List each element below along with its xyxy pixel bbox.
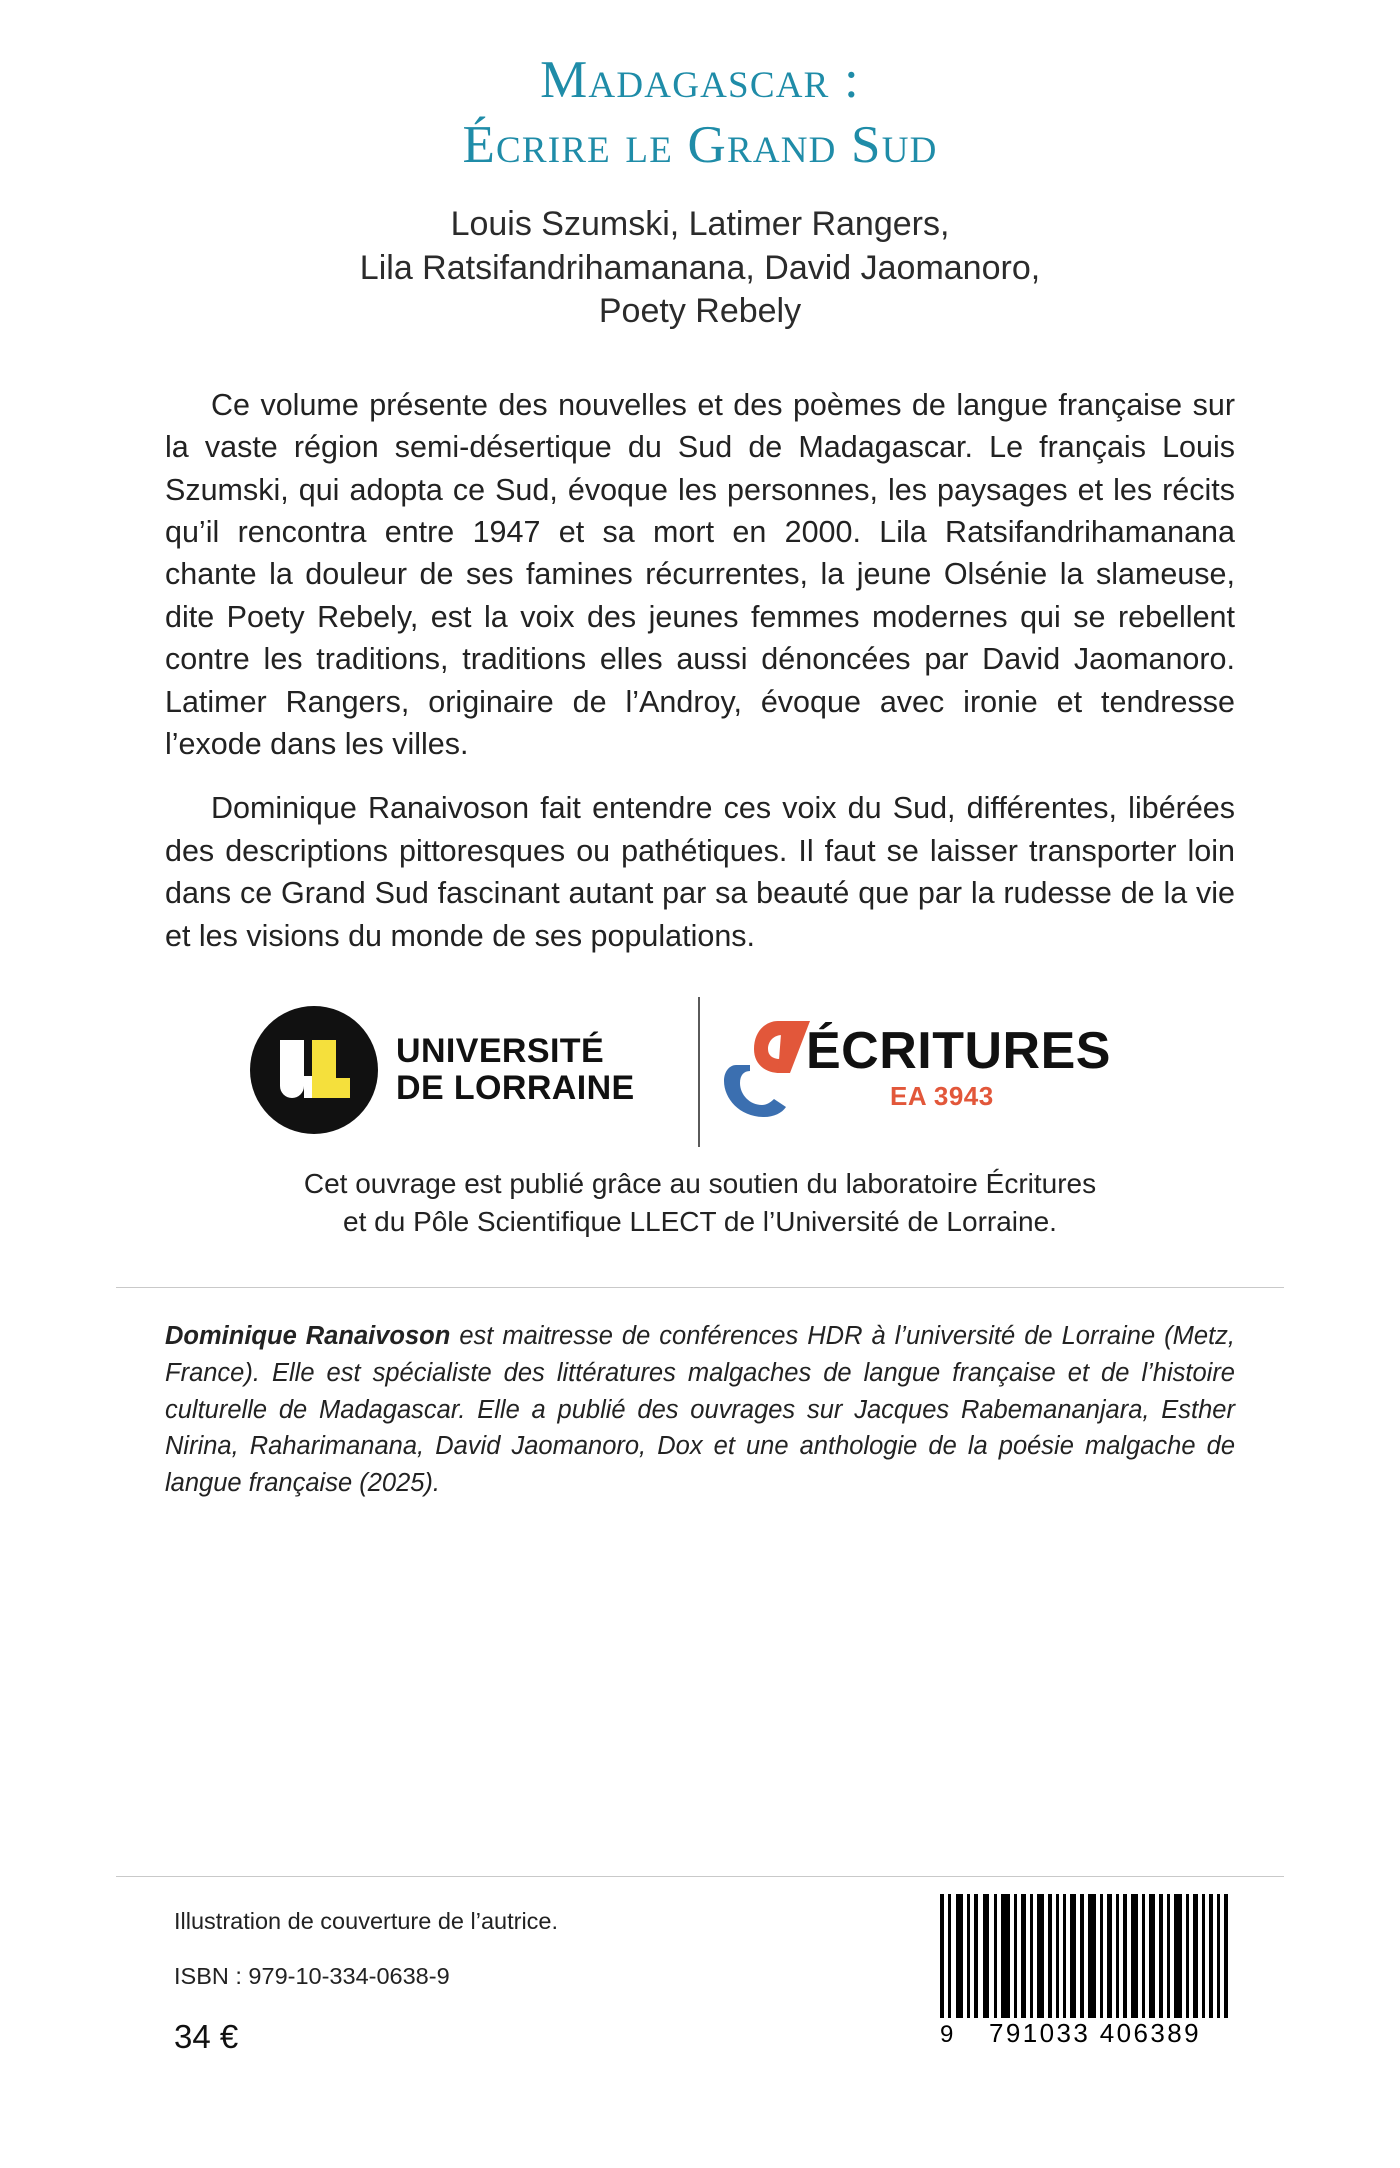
blurb-paragraph-1: Ce volume présente des nouvelles et des poèmes de langue française sur la vaste région semi-désertique du Sud de Madagascar. Le français Louis Szumski, qui adopta ce Sud, évoque les personnes, les paysages et les récits qu’il rencontra entre 1947 et sa mort en 2000. Lila Ratsifandrihamanana chante la douleur de ses famines récurrentes, la jeune Olsénie la slameuse, dite Poety Rebely, est la voix des jeunes femmes modernes qui se rebellent contre les traditions, traditions elles aussi dénoncées par David Jaomanoro. Latimer Rangers, originaire de l’Androy, évoque avec ironie et tendresse l’exode dans les villes. (165, 387, 1235, 761)
title-block (0, 0, 1400, 177)
illustration-credit: Illustration de couverture de l’autrice. (174, 1908, 559, 1934)
isbn-text: ISBN : 979-10-334-0638-9 (174, 1963, 450, 1989)
price-text: 34 € (174, 2018, 239, 2055)
author-line-3: Poety Rebely (598, 292, 802, 331)
authors-list (0, 203, 1400, 334)
ecritures-logo (720, 1015, 1150, 1135)
author-bio (165, 1318, 1235, 1502)
bio-divider (116, 1287, 1284, 1288)
barcode-bars (940, 1894, 1230, 2018)
bio-author-name: Dominique Ranaivoson (165, 1322, 451, 1351)
blurb-section (165, 334, 1235, 957)
support-note-line-1: Cet ouvrage est publié grâce au soutien du laboratoire Écritures (303, 1167, 1097, 1199)
author-line-2: Lila Ratsifandrihamanana, David Jaomanoro, (359, 248, 1041, 287)
support-note-line-2: et du Pôle Scientifique LLECT de l’Université de Lorraine. (343, 1206, 1057, 1238)
barcode-main-digits: 791033 406389 (989, 2018, 1201, 2048)
blurb-paragraph-2: Dominique Ranaivoson fait entendre ces voix du Sud, différentes, libérées des descriptions pittoresques ou pathétiques. Il faut se laisser transporter loin dans ce Grand Sud fascinant autant par sa beauté que par la rudesse de la vie et les visions du monde de ses populations. (165, 791, 1235, 953)
universite-logo-line-1: UNIVERSITÉ (396, 1032, 605, 1071)
universite-de-lorraine-logo (250, 1005, 680, 1135)
barcode-lead-digit: 9 (940, 2021, 956, 2048)
author-line-1: Louis Szumski, Latimer Rangers, (450, 205, 950, 244)
ul-monogram-icon (250, 1006, 378, 1134)
page-title-line-1: Madagascar : (540, 51, 860, 109)
page-title-line-2: Écrire le Grand Sud (462, 115, 938, 174)
universite-logo-line-2: DE LORRAINE (396, 1068, 635, 1107)
ean13-barcode (940, 1894, 1230, 2064)
ecritures-lab-code: EA 3943 (890, 1080, 994, 1111)
bio-text: est maitresse de conférences HDR à l’université de Lorraine (Metz, France). Elle est spécialiste des littératures malgaches de langue française et de l’histoire culturelle de Madagascar. Elle a publié des ouvrages sur Jacques Rabemananjara, Esther Nirina, Raharimanana, David Jaomanoro, Dox et une anthologie de la poésie malgache de langue française (2025). (165, 1322, 1235, 1497)
sponsor-logos (250, 997, 1150, 1147)
footer-divider (116, 1876, 1284, 1877)
barcode-digits (940, 2018, 1230, 2049)
universite-logo-text (396, 1033, 635, 1106)
support-note (0, 1165, 1400, 1241)
cover-footer (0, 1876, 1400, 2076)
ecritures-wordmark: ÉCRITURES (806, 1021, 1111, 1080)
logo-divider (698, 997, 700, 1147)
footer-left-block (174, 1908, 794, 2056)
